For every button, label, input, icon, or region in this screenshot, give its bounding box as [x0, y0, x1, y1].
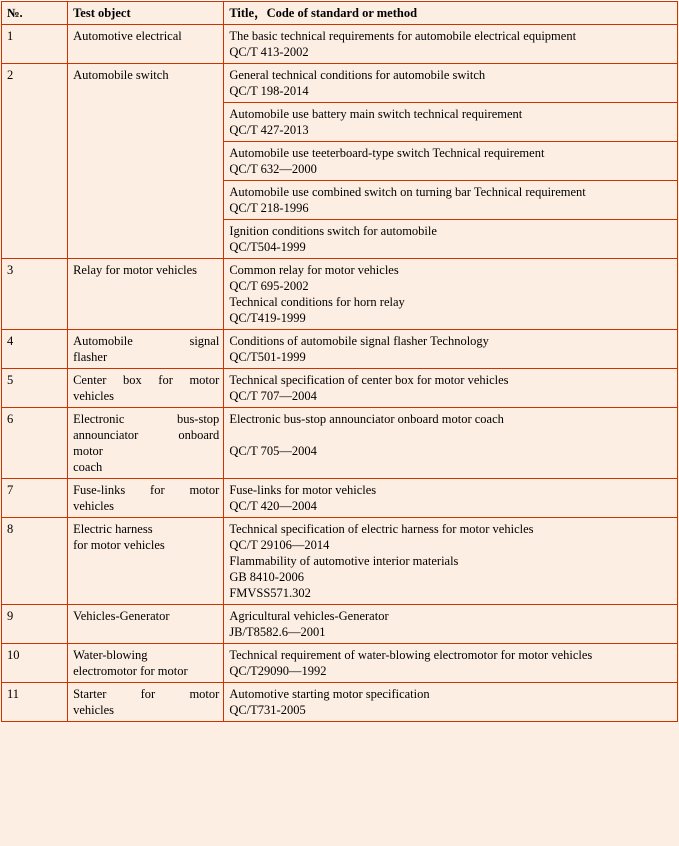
row-number: 4 — [2, 330, 68, 369]
document-page — [0, 1, 679, 846]
table-header — [2, 2, 678, 25]
row-number: 10 — [2, 644, 68, 683]
table-body — [2, 25, 678, 722]
table-row — [2, 408, 678, 479]
table-row — [2, 605, 678, 644]
test-object: Fuse-links for motor vehicles — [68, 479, 224, 518]
test-object: Automobile signal flasher — [68, 330, 224, 369]
row-number: 8 — [2, 518, 68, 605]
standard-title: Automobile use combined switch on turning bar Technical requirement QC/T 218-1996 — [224, 181, 678, 220]
standard-title: The basic technical requirements for automobile electrical equipment QC/T 413-2002 — [224, 25, 678, 64]
standard-title: Common relay for motor vehicles QC/T 695-2002 Technical conditions for horn relay QC/T419-1999 — [224, 259, 678, 330]
test-object: Starter for motor vehicles — [68, 683, 224, 722]
table-row — [2, 683, 678, 722]
test-object: Water-blowing electromotor for motor — [68, 644, 224, 683]
row-number: 9 — [2, 605, 68, 644]
standard-title: Fuse-links for motor vehicles QC/T 420—2004 — [224, 479, 678, 518]
test-object: Automotive electrical — [68, 25, 224, 64]
table-row — [2, 479, 678, 518]
table-header-row — [2, 2, 678, 25]
test-object: Vehicles-Generator — [68, 605, 224, 644]
row-number: 1 — [2, 25, 68, 64]
row-number: 11 — [2, 683, 68, 722]
standard-title: Technical requirement of water-blowing electromotor for motor vehicles QC/T29090—1992 — [224, 644, 678, 683]
table-row — [2, 330, 678, 369]
table-row — [2, 259, 678, 330]
standards-table — [1, 1, 678, 722]
standard-title: Agricultural vehicles-Generator JB/T8582.6—2001 — [224, 605, 678, 644]
standard-title: Ignition conditions switch for automobile QC/T504-1999 — [224, 220, 678, 259]
test-object: Relay for motor vehicles — [68, 259, 224, 330]
standard-title: Automobile use battery main switch technical requirement QC/T 427-2013 — [224, 103, 678, 142]
standard-title: Conditions of automobile signal flasher Technology QC/T501-1999 — [224, 330, 678, 369]
column-header-title: Title，Code of standard or method — [224, 2, 678, 25]
test-object: Center box for motor vehicles — [68, 369, 224, 408]
standard-title: Technical specification of center box for motor vehicles QC/T 707—2004 — [224, 369, 678, 408]
test-object: Automobile switch — [68, 64, 224, 259]
table-row — [2, 369, 678, 408]
standard-title: Electronic bus-stop announciator onboard motor coach QC/T 705—2004 — [224, 408, 678, 479]
standard-title: General technical conditions for automobile switch QC/T 198-2014 — [224, 64, 678, 103]
test-object: Electric harness for motor vehicles — [68, 518, 224, 605]
table-row — [2, 25, 678, 64]
row-number: 6 — [2, 408, 68, 479]
table-row — [2, 518, 678, 605]
row-number: 3 — [2, 259, 68, 330]
standard-title: Automobile use teeterboard-type switch Technical requirement QC/T 632—2000 — [224, 142, 678, 181]
standard-title: Automotive starting motor specification QC/T731-2005 — [224, 683, 678, 722]
row-number: 5 — [2, 369, 68, 408]
table-row — [2, 644, 678, 683]
standard-title: Technical specification of electric harness for motor vehicles QC/T 29106—2014 Flammability of automotive interior materials GB 8410-2006 FMVSS571.302 — [224, 518, 678, 605]
column-header-no: №. — [2, 2, 68, 25]
column-header-object: Test object — [68, 2, 224, 25]
row-number: 7 — [2, 479, 68, 518]
row-number: 2 — [2, 64, 68, 259]
table-row — [2, 64, 678, 103]
test-object: Electronic bus-stop announciator onboard motor coach — [68, 408, 224, 479]
